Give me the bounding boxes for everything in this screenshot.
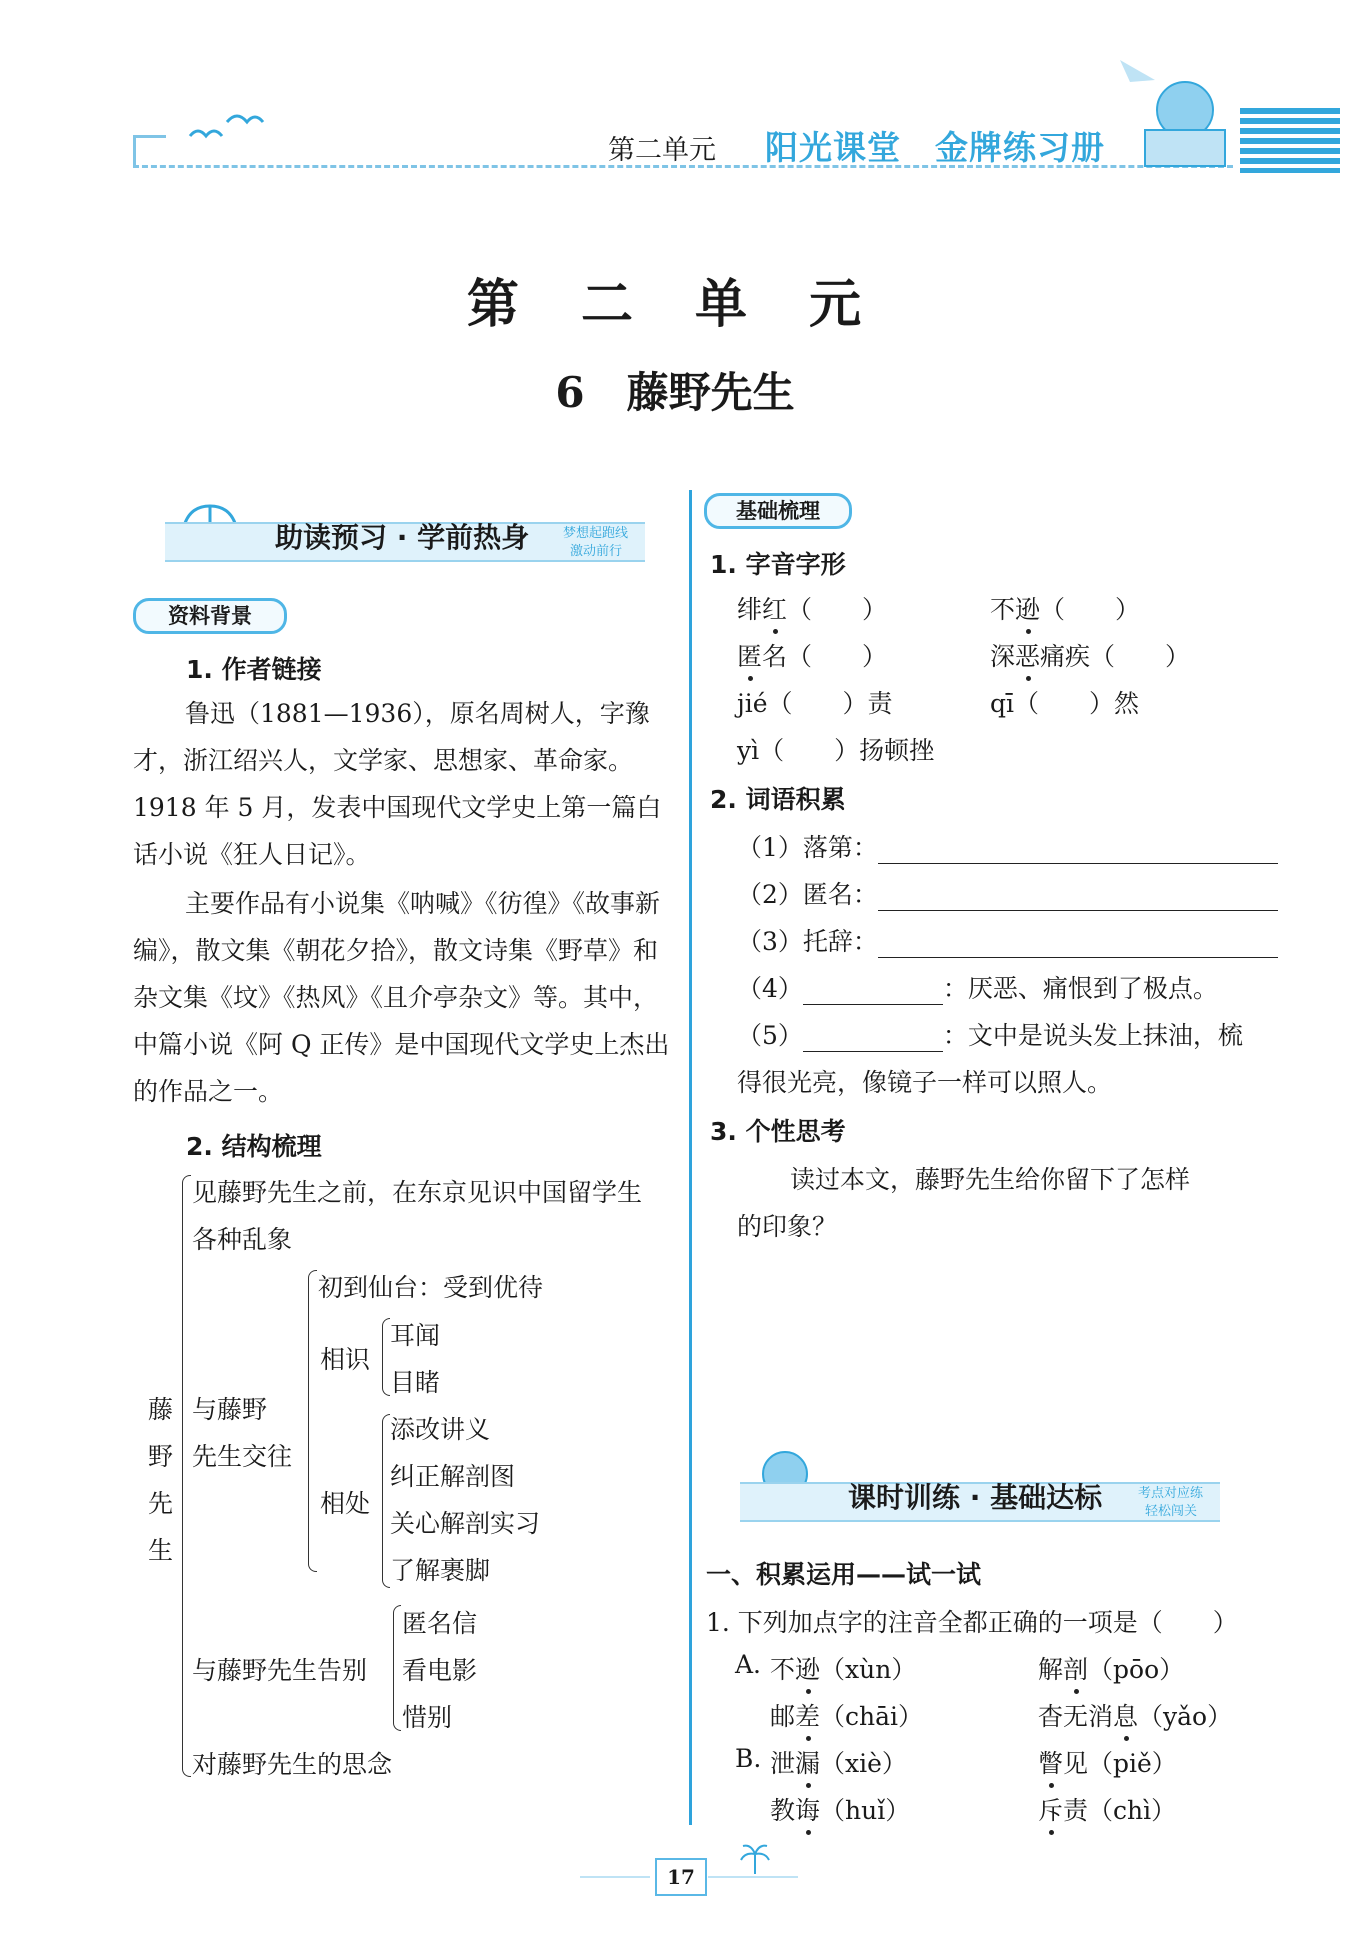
item-niming: 匿名（ ） — [737, 637, 887, 673]
brace-main — [182, 1175, 191, 1777]
vocabulary-title: 2. 词语积累 — [710, 785, 846, 814]
item-qiran: qī（ ）然 — [990, 689, 1139, 718]
vocab-5: （5） ：文中是说头发上抹油，梳 — [737, 1021, 1243, 1050]
tree-b4: 对藤野先生的思念 — [192, 1750, 393, 1779]
item-yiyang: yì（ ）扬顿挫 — [737, 736, 935, 765]
tree-b3a: 匿名信 — [402, 1609, 478, 1638]
vocab-4: （4） ：厌恶、痛恨到了极点。 — [737, 974, 1218, 1003]
palm-tree-icon — [738, 1842, 772, 1876]
header-frame-corner — [133, 135, 166, 168]
column-divider — [689, 490, 692, 1825]
thinking-question-1: 读过本文，藤野先生给你留下了怎样 — [790, 1165, 1191, 1194]
option-a-1: 不逊（xùn） — [770, 1650, 916, 1686]
tree-b2-line2: 先生交往 — [192, 1442, 293, 1471]
banner-training-sub2: 轻松闯关 — [1145, 1504, 1198, 1519]
tree-root-3: 先 — [148, 1489, 174, 1518]
tree-b2-c1: 初到仙台：受到优待 — [318, 1273, 544, 1302]
page-number-line-left — [580, 1876, 650, 1878]
thinking-question-2: 的印象？ — [737, 1212, 838, 1241]
brace-b2 — [308, 1270, 317, 1572]
header-brand: 阳光课堂 金牌练习册 — [765, 128, 1105, 167]
author-paragraph-1: 鲁迅（1881—1936），原名周树人，字豫才，浙江绍兴人，文学家、思想家、革命家。1918 年 5 月，发表中国现代文学史上第一篇白话小说《狂人日记》。 — [133, 699, 662, 869]
item-shenwu: 深恶痛疾（ ） — [990, 637, 1190, 673]
tree-root-1: 藤 — [148, 1395, 174, 1424]
banner-training — [740, 1470, 1220, 1520]
tree-b2-c3d: 了解裹脚 — [390, 1556, 491, 1585]
author-link-title: 1. 作者链接 — [186, 655, 322, 684]
vocab-2: （2）匿名： — [737, 875, 1278, 911]
tree-b2-c3b: 纠正解剖图 — [390, 1462, 516, 1491]
header-stripes — [1240, 108, 1340, 173]
page-title: 第 二 单 元 — [466, 274, 884, 335]
tree-b2-c3c: 关心解剖实习 — [390, 1509, 541, 1538]
tag-background: 资料背景 — [133, 598, 287, 634]
option-b-3: 教诲（huǐ） — [770, 1791, 910, 1827]
section-accumulate: 一、积累运用——试一试 — [706, 1560, 982, 1589]
structure-title: 2. 结构梳理 — [186, 1132, 322, 1161]
brace-c3 — [382, 1414, 390, 1588]
item-feihong: 绯红（ ） — [737, 590, 887, 626]
pronunciation-title: 1. 字音字形 — [710, 550, 846, 579]
banner-preview — [165, 510, 645, 560]
vocab-3: （3）托辞： — [737, 922, 1278, 958]
option-a-label: A. — [735, 1650, 762, 1679]
question-1: 1. 下列加点字的注音全都正确的一项是（ ） — [706, 1608, 1238, 1637]
option-a-3: 邮差（chāi） — [770, 1697, 923, 1733]
banner-training-sub1: 考点对应练 — [1138, 1486, 1204, 1501]
tree-b2-c2a: 耳闻 — [390, 1321, 441, 1350]
tree-b2-c3a: 添改讲义 — [390, 1415, 491, 1444]
vocab-1: （1）落第： — [737, 828, 1278, 864]
tree-b2-c2b: 目睹 — [390, 1368, 441, 1397]
vocab-5-line2: 得很光亮，像镜子一样可以照人。 — [737, 1068, 1113, 1097]
banner-preview-title: 助读预习 · 学前热身 — [275, 521, 530, 554]
tag-basics: 基础梳理 — [704, 493, 852, 529]
tree-b2-c3: 相处 — [320, 1489, 371, 1518]
option-b-2: 瞥见（piě） — [1038, 1744, 1177, 1780]
thinking-title: 3. 个性思考 — [710, 1117, 846, 1146]
tree-root-4: 生 — [148, 1536, 174, 1565]
banner-training-title: 课时训练 · 基础达标 — [848, 1481, 1103, 1514]
tree-b3c: 惜别 — [402, 1703, 453, 1732]
tree-b1-line1: 见藤野先生之前，在东京见识中国留学生 — [192, 1178, 643, 1207]
option-b-1: 泄漏（xiè） — [770, 1744, 907, 1780]
option-b-4: 斥责（chì） — [1038, 1791, 1176, 1827]
option-a-2: 解剖（pōo） — [1038, 1650, 1184, 1686]
brace-b3 — [393, 1605, 401, 1731]
tree-b1-line2: 各种乱象 — [192, 1225, 293, 1254]
globe-telescope-icon — [1115, 60, 1235, 170]
header-unit: 第二单元 — [608, 135, 716, 166]
option-a-4: 杳无消息（yǎo） — [1038, 1697, 1232, 1733]
tree-b3b: 看电影 — [402, 1656, 478, 1685]
lesson-title: 6 藤野先生 — [555, 368, 795, 417]
tree-b2-c2: 相识 — [320, 1345, 371, 1374]
banner-preview-sub2: 激动前行 — [570, 544, 623, 559]
brace-c2 — [382, 1318, 390, 1396]
item-jieze: jié（ ）责 — [737, 689, 893, 718]
item-buxun: 不逊（ ） — [990, 590, 1140, 626]
banner-preview-sub1: 梦想起跑线 — [563, 526, 629, 541]
author-paragraph-2: 主要作品有小说集《呐喊》《彷徨》《故事新编》，散文集《朝花夕拾》，散文诗集《野草》和杂文集《坟》《热风》《且介亭杂文》等。其中，中篇小说《阿 Q 正传》是中国现代文学史上杰出的作品之一。 — [133, 889, 670, 1106]
page-number: 17 — [655, 1858, 707, 1896]
page-number-line-right — [708, 1876, 798, 1878]
tree-root-2: 野 — [148, 1442, 174, 1471]
tree-b2-line1: 与藤野 — [192, 1395, 268, 1424]
tree-b3: 与藤野先生告别 — [192, 1656, 368, 1685]
option-b-label: B. — [735, 1744, 762, 1773]
birds-icon — [185, 108, 265, 148]
